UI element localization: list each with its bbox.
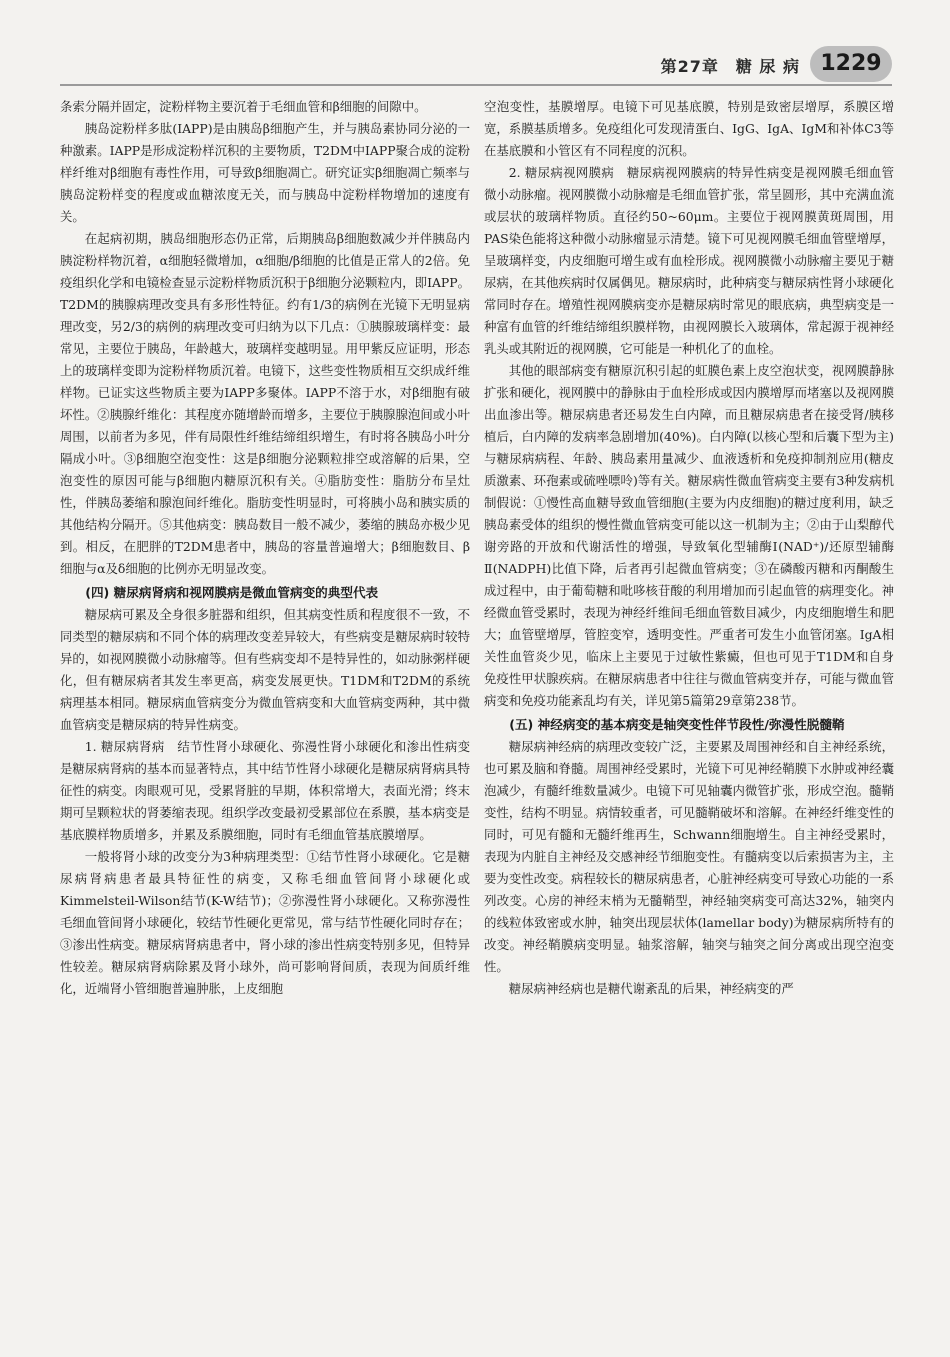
paragraph: 在起病初期，胰岛细胞形态仍正常，后期胰岛β细胞数减少并伴胰岛内胰淀粉样物沉着，α细胞轻微增加，α细胞/β细胞的比值是正常人的2倍。免疫组织化学和电镜检查显示淀粉样物质沉积于β细胞分泌颗粒内，即IAPP。T2DM的胰腺病理改变具有多形性特征。约有1/3的病例在光镜下无明显病理改变，另2/3的病例的病理改变可归纳为以下几点：①胰腺玻璃样变：最常见，主要位于胰岛，年龄越大，玻璃样变越明显。用甲紫反应证明，形态上的玻璃样变即为淀粉样物质沉着。电镜下，这些变性物质相互交织成纤维样物。已证实这些物质主要为IAPP多聚体。IAPP不溶于水，对β细胞有破坏性。②胰腺纤维化：其程度亦随增龄而增多，主要位于胰腺腺泡间或小叶周围，以前者为多见，伴有局限性纤维结缔组织增生，有时将各胰岛小叶分隔成小叶。③β细胞空泡变性：这是β细胞分泌颗粒排空或溶解的后果，空泡变性的原因可能与β细胞内糖原沉积有关。④脂肪变性：脂肪分布呈灶性，伴胰岛萎缩和腺泡间纤维化。脂肪变性明显时，可将胰小岛和胰实质的其他结构分隔开。⑤其他病变：胰岛数目一般不减少，萎缩的胰岛亦极少见到。相反，在肥胖的T2DM患者中，胰岛的容量普遍增大；β细胞数目、β细胞与α及δ细胞的比例亦无明显改变。	[60, 231, 470, 576]
paragraph: 空泡变性，基膜增厚。电镜下可见基底膜，特别是致密层增厚，系膜区增宽，系膜基质增多。免疫组化可发现清蛋白、IgG、IgA、IgM和补体C3等在基底膜和小管区有不同程度的沉积。	[484, 99, 894, 158]
body-columns	[60, 96, 894, 1336]
paragraph: 其他的眼部病变有糖原沉积引起的虹膜色素上皮空泡状变，视网膜静脉扩张和硬化，视网膜中的静脉由于血栓形成或因内膜增厚而堵塞以及视网膜出血渗出等。糖尿病患者还易发生白内障，而且糖尿病患者在接受肾/胰移植后，白内障的发病率急剧增加(40%)。白内障(以核心型和后囊下型为主)与糖尿病病程、年龄、胰岛素用量减少、血液透析和免疫抑制剂应用(糖皮质激素、环孢素或硫唑嘌呤)等有关。糖尿病性微血管病变主要有3种发病机制假说：①慢性高血糖导致血管细胞(主要为内皮细胞)的糖过度利用，缺乏胰岛素受体的组织的慢性微血管病变可能以这一机制为主；②由于山梨醇代谢旁路的开放和代谢活性的增强，导致氧化型辅酶Ⅰ(NAD⁺)/还原型辅酶Ⅱ(NADPH)比值下降，后者再引起微血管病变；③在磷酸丙糖和丙酮酸生成过程中，由于葡萄糖和吡哆核苷酸的利用增加而引起血管的病理变化。神经微血管受累时，表现为神经纤维间毛细血管数目减少，内皮细胞增生和肥大；血管壁增厚，管腔变窄，透明变性。严重者可发生小血管闭塞。IgA相关性血管炎少见，临床上主要见于过敏性紫癜，但也可见于T1DM和自身免疫性甲状腺疾病。在糖尿病患者中往往与微血管病变并存，可能与微血管病变和免疫功能紊乱均有关，详见第5篇第29章第238节。	[484, 363, 894, 708]
page-header	[60, 52, 892, 86]
paragraph: 胰岛淀粉样多肽(IAPP)是由胰岛β细胞产生，并与胰岛素协同分泌的一种激素。IAPP是形成淀粉样沉积的主要物质，T2DM中IAPP聚合成的淀粉样纤维对β细胞有毒性作用，可导致β细胞凋亡。研究证实β细胞凋亡频率与胰岛淀粉样变的程度或血糖浓度无关，而与胰岛中淀粉样物增加的速度有关。	[60, 121, 470, 224]
paragraph: 一般将肾小球的改变分为3种病理类型：①结节性肾小球硬化。它是糖尿病肾病患者最具特征性的病变，又称毛细血管间肾小球硬化或Kimmelsteil-Wilson结节(K-W结节)；②弥漫性肾小球硬化。又称弥漫性毛细血管间肾小球硬化，较结节性硬化更常见，常与结节性硬化同时存在；③渗出性病变。糖尿病肾病患者中，肾小球的渗出性病变特别多见，但特异性较差。糖尿病肾病除累及肾小球外，尚可影响肾间质，表现为间质纤维化，近端肾小管细胞普遍肿胀，上皮细胞	[60, 849, 470, 996]
right-column	[484, 96, 894, 1336]
paragraph: 2. 糖尿病视网膜病 糖尿病视网膜病的特异性病变是视网膜毛细血管微小动脉瘤。视网膜微小动脉瘤是毛细血管扩张，常呈圆形，其中充满血流或层状的玻璃样物质。直径约50~60μm。主要位于视网膜黄斑周围，用PAS染色能将这种微小动脉瘤显示清楚。镜下可见视网膜毛细血管壁增厚，呈玻璃样变，内皮细胞可增生或有血栓形成。视网膜微小动脉瘤主要见于糖尿病，在其他疾病时仅属偶见。糖尿病时，此种病变与糖尿病性肾小球硬化常同时存在。增殖性视网膜病变亦是糖尿病时常见的眼底病，典型病变是一种富有血管的纤维结缔组织膜样物，由视网膜长入玻璃体，常起源于视神经乳头或其附近的视网膜，它可能是一种机化了的血栓。	[484, 165, 894, 356]
section-heading: (四) 糖尿病肾病和视网膜病是微血管病变的典型代表	[85, 585, 379, 600]
paragraph: 糖尿病神经病也是糖代谢紊乱的后果，神经病变的严	[508, 981, 794, 996]
paragraph: 1. 糖尿病肾病 结节性肾小球硬化、弥漫性肾小球硬化和渗出性病变是糖尿病肾病的基本而显著特点，其中结节性肾小球硬化是糖尿病肾病具特征性的病变。肉眼观可见，受累肾脏的早期，体积常增大，表面光滑；终末期可呈颗粒状的肾萎缩表现。组织学改变最初受累部位在系膜，基本病变是基底膜样物质增多，并累及系膜细胞，同时有毛细血管基底膜增厚。	[60, 739, 470, 842]
page-number: 1229	[810, 46, 892, 82]
section-heading: (五) 神经病变的基本病变是轴突变性伴节段性/弥漫性脱髓鞘	[509, 717, 845, 732]
paragraph: 条索分隔并固定，淀粉样物主要沉着于毛细血管和β细胞的间隙中。	[60, 99, 427, 114]
paragraph: 糖尿病可累及全身很多脏器和组织，但其病变性质和程度很不一致，不同类型的糖尿病和不同个体的病理改变差异较大，有些病变是糖尿病时较特异的，如视网膜微小动脉瘤等。但有些病变却不是特异性的，如动脉粥样硬化，但有糖尿病者其发生率更高，病变发展更快。T1DM和T2DM的系统病理基本相同。糖尿病血管病变分为微血管病变和大血管病变两种，其中微血管病变是糖尿病的特异性病变。	[60, 607, 470, 732]
chapter-title: 第27章 糖 尿 病	[660, 57, 800, 76]
paragraph: 糖尿病神经病的病理改变较广泛，主要累及周围神经和自主神经系统，也可累及脑和脊髓。周围神经受累时，光镜下可见神经鞘膜下水肿或神经囊泡减少，有髓纤维数量减少。电镜下可见轴囊内微管扩张，形成空泡。髓鞘变性，结构不明显。病情较重者，可见髓鞘破坏和溶解。在神经纤维变性的同时，可见有髓和无髓纤维再生，Schwann细胞增生。自主神经受累时，表现为内脏自主神经及交感神经节细胞变性。有髓病变以后索损害为主，主要为变性改变。病程较长的糖尿病患者，心脏神经病变可导致心功能的一系列改变。心房的神经末梢为无髓鞘型，神经轴突病变可高达32%，轴突内的线粒体致密或水肿，轴突出现层状体(lamellar body)为糖尿病所特有的改变。神经鞘膜病变明显。轴浆溶解，轴突与轴突之间分离或出现空泡变性。	[484, 739, 894, 974]
left-column	[60, 96, 470, 1336]
